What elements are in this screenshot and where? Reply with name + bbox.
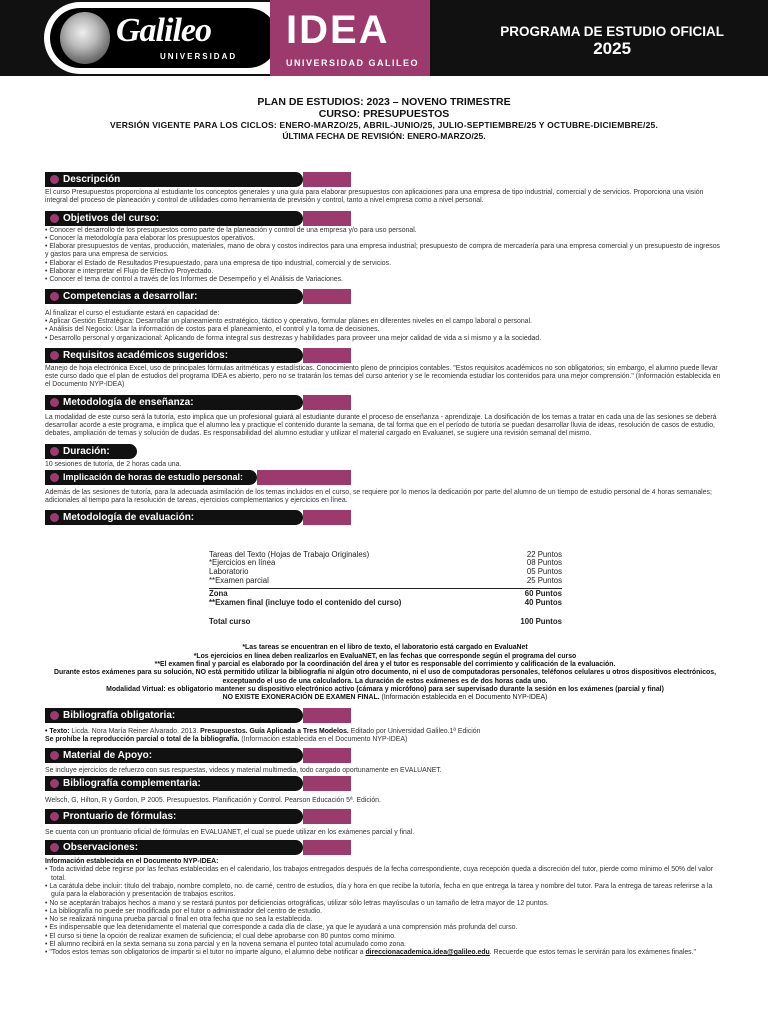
bullet-dot-icon xyxy=(50,447,59,456)
bibliografia-text: • Texto: Licda. Nora María Reiner Alvarado. 2013. Presupuestos. Guía Aplicada a Tres Modelos. Editado por Universidad Galileo.1ª Edición Se prohíbe la reproducción parcial o total de la bibliografía. (Información establecida en el Documento NYP-IDEA) xyxy=(45,727,481,743)
section-header-implicacion: Implicación de horas de estudio personal: xyxy=(45,470,725,485)
material-text: Se incluye ejercicios de refuerzo con sus respuestas, videos y material multimedia, todo cargado oportunamente en EVALUANET. xyxy=(45,767,442,775)
implicacion-text: Además de las sesiones de tutoría, para la adecuada asimilación de los temas incluidos en el curso, se requiere por lo menos la dedicación por parte del alumno de un tiempo de estudio personal de 4 horas semanales; adicionales al tiempo para la resolución de tareas, ejercicios complementarios y ejercicios en línea. xyxy=(45,488,712,505)
section-header-complementaria: Bibliografía complementaria: xyxy=(45,776,725,791)
list-item: • No se realizará ninguna prueba parcial o final en otra fecha que no sea la establecida. xyxy=(45,916,725,924)
bullet-dot-icon xyxy=(50,711,59,720)
galileo-logo-sub: UNIVERSIDAD xyxy=(160,52,238,61)
complementaria-text: Welsch, G, Hilton, R y Gordon, P 2005. Presupuestos. Planificación y Control. Pearson Educación 5ª. Edición. xyxy=(45,797,381,805)
version-line: VERSIÓN VIGENTE PARA LOS CICLOS: ENERO-MARZO/25, ABRIL-JUNIO/25, JULIO-SEPTIEMBRE/25 Y OCTUBRE-DICIEMBRE/25. xyxy=(109,120,659,130)
section-header-prontuario: Prontuario de fórmulas: xyxy=(45,809,725,824)
list-item: • La bibliografía no puede ser modificada por el tutor o administrador del centro de estudio. xyxy=(45,908,725,916)
galileo-logo-text: Galileo xyxy=(116,12,211,49)
revision-line: ÚLTIMA FECHA DE REVISIÓN: ENERO-MARZO/25. xyxy=(282,131,486,141)
prontuario-text: Se cuenta con un prontuario oficial de fórmulas en EVALUANET, el cual se puede utilizar en los exámenes parcial y final. xyxy=(45,828,415,836)
list-item: • Elaborar presupuestos de ventas, producción, materiales, mano de obra y costos indirectos para una empresa industrial; presupuesto de compra de mercadería para una empresa comercial y un presupuesto de ingresos y gastos para una empresa de servicios. xyxy=(45,243,725,260)
section-header-requisitos: Requisitos académicos sugeridos: xyxy=(45,348,725,363)
bullet-dot-icon xyxy=(50,214,59,223)
galileo-bust-icon xyxy=(60,12,110,64)
list-item: • Es indispensable que lea detenidamente el material que corresponde a cada día de clase, ya que le ayudará a una comprensión más profunda del curso. xyxy=(45,924,725,932)
objetivos-list xyxy=(45,227,725,285)
list-item: • "Todos estos temas son obligatorios de impartir si el tutor no imparte alguno, el alumno debe notificar a direccionacademica.idea@galileo.edu. Recuerde que estos temas le servirán para los exámenes finales." xyxy=(45,949,725,957)
section-header-observaciones: Observaciones: xyxy=(45,840,725,855)
bullet-dot-icon xyxy=(50,398,59,407)
bullet-dot-icon xyxy=(50,812,59,821)
section-header-objetivos: Objetivos del curso: xyxy=(45,211,725,226)
plan-title: PLAN DE ESTUDIOS: 2023 – NOVENO TRIMESTRE xyxy=(257,96,511,108)
zona-row: Zona 60 Puntos xyxy=(209,589,562,599)
section-header-descripcion: Descripción xyxy=(45,172,725,187)
document-titles xyxy=(0,96,768,142)
list-item: • Toda actividad debe regirse por las fechas establecidas en el calendario, los trabajos entregados después de la fecha correspondiente, cuya recepción queda a discreción del tutor, pierde como mínimo el 50% del valor total. xyxy=(45,866,725,883)
list-item: • El alumno recibirá en la sexta semana su zona parcial y en la novena semana el punteo total acumulado como zona. xyxy=(45,941,725,949)
list-item: • Conocer el desarrollo de los presupuestos como parte de la planeación y control de una empresa y/o para uso personal. xyxy=(45,227,725,235)
evaluation-notes: *Las tareas se encuentran en el libro de texto, el laboratorio está cargado en EvaluaNet *Los ejercicios en línea deben realizarlos en EvaluaNET, en las fechas que corresponde según el programa del curso **El examen final y parcial es elaborado por la coordinación del área y el tutor es responsable del corrimiento y calificación de la evaluación. Durante estos exámenes para su solución, NO está permitido utilizar la bibliografía ni algún otro documento, ni el uso de computadoras personales, teléfonos celulares u otros dispositivos electrónicos, exceptuando el uso de una calculadora. La duración de estos exámenes es de dos horas cada uno. Modalidad Virtual: es obligatorio mantener su dispositivo electrónico activo (cámara y micrófono) para ser supervisado durante la sesión en los exámenes (parcial y final) NO EXISTE EXONERACIÓN DE EXAMEN FINAL. (Información establecida en el Documento NYP-IDEA) xyxy=(53,644,717,702)
list-item: • Conocer el tema de control a través de los Informes de Desempeño y el Análisis de Variaciones. xyxy=(45,276,725,284)
competencias-intro: Al finalizar el curso el estudiante estará en capacidad de: xyxy=(45,309,220,317)
list-item: • Elaborar el Estado de Resultados Presupuestado, para una empresa de tipo industrial, comercial y de servicios. xyxy=(45,260,725,268)
observaciones-list xyxy=(45,866,725,957)
list-item: • La carátula debe incluir: título del trabajo, nombre completo, no. de carné, centro de estudios, día y hora en que recibe la tutoría, fecha en que entrega la tarea y nombre del tutor. Para la entrega de tareas referirse a la guía para la elaboración y presentación de trabajos escritos. xyxy=(45,883,725,900)
bullet-dot-icon xyxy=(50,175,59,184)
section-header-bibliografia: Bibliografía obligatoria: xyxy=(45,708,725,723)
galileo-logo xyxy=(44,2,284,74)
duracion-text: 10 sesiones de tutoría, de 2 horas cada una. xyxy=(45,460,182,468)
email-link[interactable]: direccionacademica.idea@galileo.edu xyxy=(365,949,490,957)
metodologia-text: La modalidad de este curso será la tutoría, esto implica que un profesional guiará al estudiante durante el proceso de enseñanza - aprendizaje. La dosificación de los temas a tratar en cada una de las sesiones se deberá desarrollar acorde a este programa, e implica que el alumno lea y practique el contenido durante la semana, de tal forma que en el período de tutoría se puedan desarrollar lluvia de ideas, resolución de casos de estudio, debates, ampliación de temas y solución de dudas. Es responsabilidad del alumno estudiar y utilizar el material cargado en Evaluanet, se sugiere una revisión semanal del mismo. xyxy=(45,413,717,438)
requisitos-text: Manejo de hoja electrónica Excel, uso de principales fórmulas aritméticas y estadísticas. Conocimiento pleno de principios contables. "Estos requisitos académicos no son obligatorios; sin embargo, el alumno puede llevar este curso dado que el plan de estudios del programa IDEA es abierto, pero no se tratarán los temas del curso anterior y se le recomienda estudiar los contenidos para una mejor comprensión." (Información establecida en el Documento NYP-IDEA) xyxy=(45,364,721,389)
bullet-dot-icon xyxy=(50,843,59,852)
table-row: **Examen parcial 25 Puntos xyxy=(209,575,562,585)
list-item: • El curso si tiene la opción de realizar examen de suficiencia; el cual debe aprobarse con 80 puntos como mínimo. xyxy=(45,933,725,941)
section-header-material: Material de Apoyo: xyxy=(45,748,725,763)
idea-logo xyxy=(270,0,430,76)
final-row: **Examen final (incluye todo el contenido del curso) 40 Puntos xyxy=(209,598,562,608)
section-header-metodologia: Metodología de enseñanza: xyxy=(45,395,725,410)
bullet-dot-icon xyxy=(50,473,59,482)
list-item: • Análisis del Negocio: Usar la información de costos para el planeamiento, el control y la toma de decisiones. xyxy=(45,326,725,334)
header-band xyxy=(0,0,768,76)
list-item: • Aplicar Gestión Estratégica: Desarrollar un planeamiento estratégico, táctico y operativo, formular planes en diferentes niveles en el campo laboral o personal. xyxy=(45,318,725,326)
list-item: • No se aceptarán trabajos hechos a mano y se restará puntos por deficiencias ortográficas, utilizar sólo letras mayúsculas o un tamaño de letra mayor de 12 puntos. xyxy=(45,900,725,908)
course-title: CURSO: PRESUPUESTOS xyxy=(318,108,450,120)
idea-logo-text: IDEA xyxy=(286,8,390,52)
table-row: *Ejercicios en línea 08 Puntos xyxy=(209,558,562,568)
list-item: • Elaborar e interpretar el Flujo de Efectivo Proyectado. xyxy=(45,268,725,276)
list-item: • Desarrollo personal y organizacional: Aplicando de forma integral sus destrezas y habilidades para proveer una mejor calidad de vida a sí mismo y a la sociedad. xyxy=(45,335,725,343)
table-row: Laboratorio 05 Puntos xyxy=(209,566,562,576)
section-header-duracion: Duración: xyxy=(45,444,725,459)
descripcion-text: El curso Presupuestos proporciona al estudiante los conceptos generales y una guía para elaborar presupuestos con aplicaciones para una empresa de tipo industrial, comercial y de servicios. Proporciona una visión integral del proceso de planeación y control de utilidades como herramienta de previsión y control, tanto a nivel empresa como a nivel personal. xyxy=(45,189,704,205)
observaciones-heading: Información establecida en el Documento NYP-IDEA: xyxy=(45,858,219,866)
total-row: Total curso 100 Puntos xyxy=(209,616,562,626)
bullet-dot-icon xyxy=(50,292,59,301)
list-item: • Conocer la metodología para elaborar los presupuestos operativos. xyxy=(45,235,725,243)
program-year: 2025 xyxy=(593,39,632,58)
section-header-evaluacion: Metodología de evaluación: xyxy=(45,510,725,525)
bullet-dot-icon xyxy=(50,513,59,522)
section-header-competencias: Competencias a desarrollar: xyxy=(45,289,725,304)
content xyxy=(45,170,725,958)
program-title: PROGRAMA DE ESTUDIO OFICIAL 2025 xyxy=(500,24,724,58)
competencias-list xyxy=(45,318,725,343)
table-row: Tareas del Texto (Hojas de Trabajo Originales) 22 Puntos xyxy=(209,549,562,559)
evaluation-table xyxy=(209,551,562,627)
idea-logo-sub: UNIVERSIDAD GALILEO xyxy=(286,58,420,68)
bullet-dot-icon xyxy=(50,351,59,360)
